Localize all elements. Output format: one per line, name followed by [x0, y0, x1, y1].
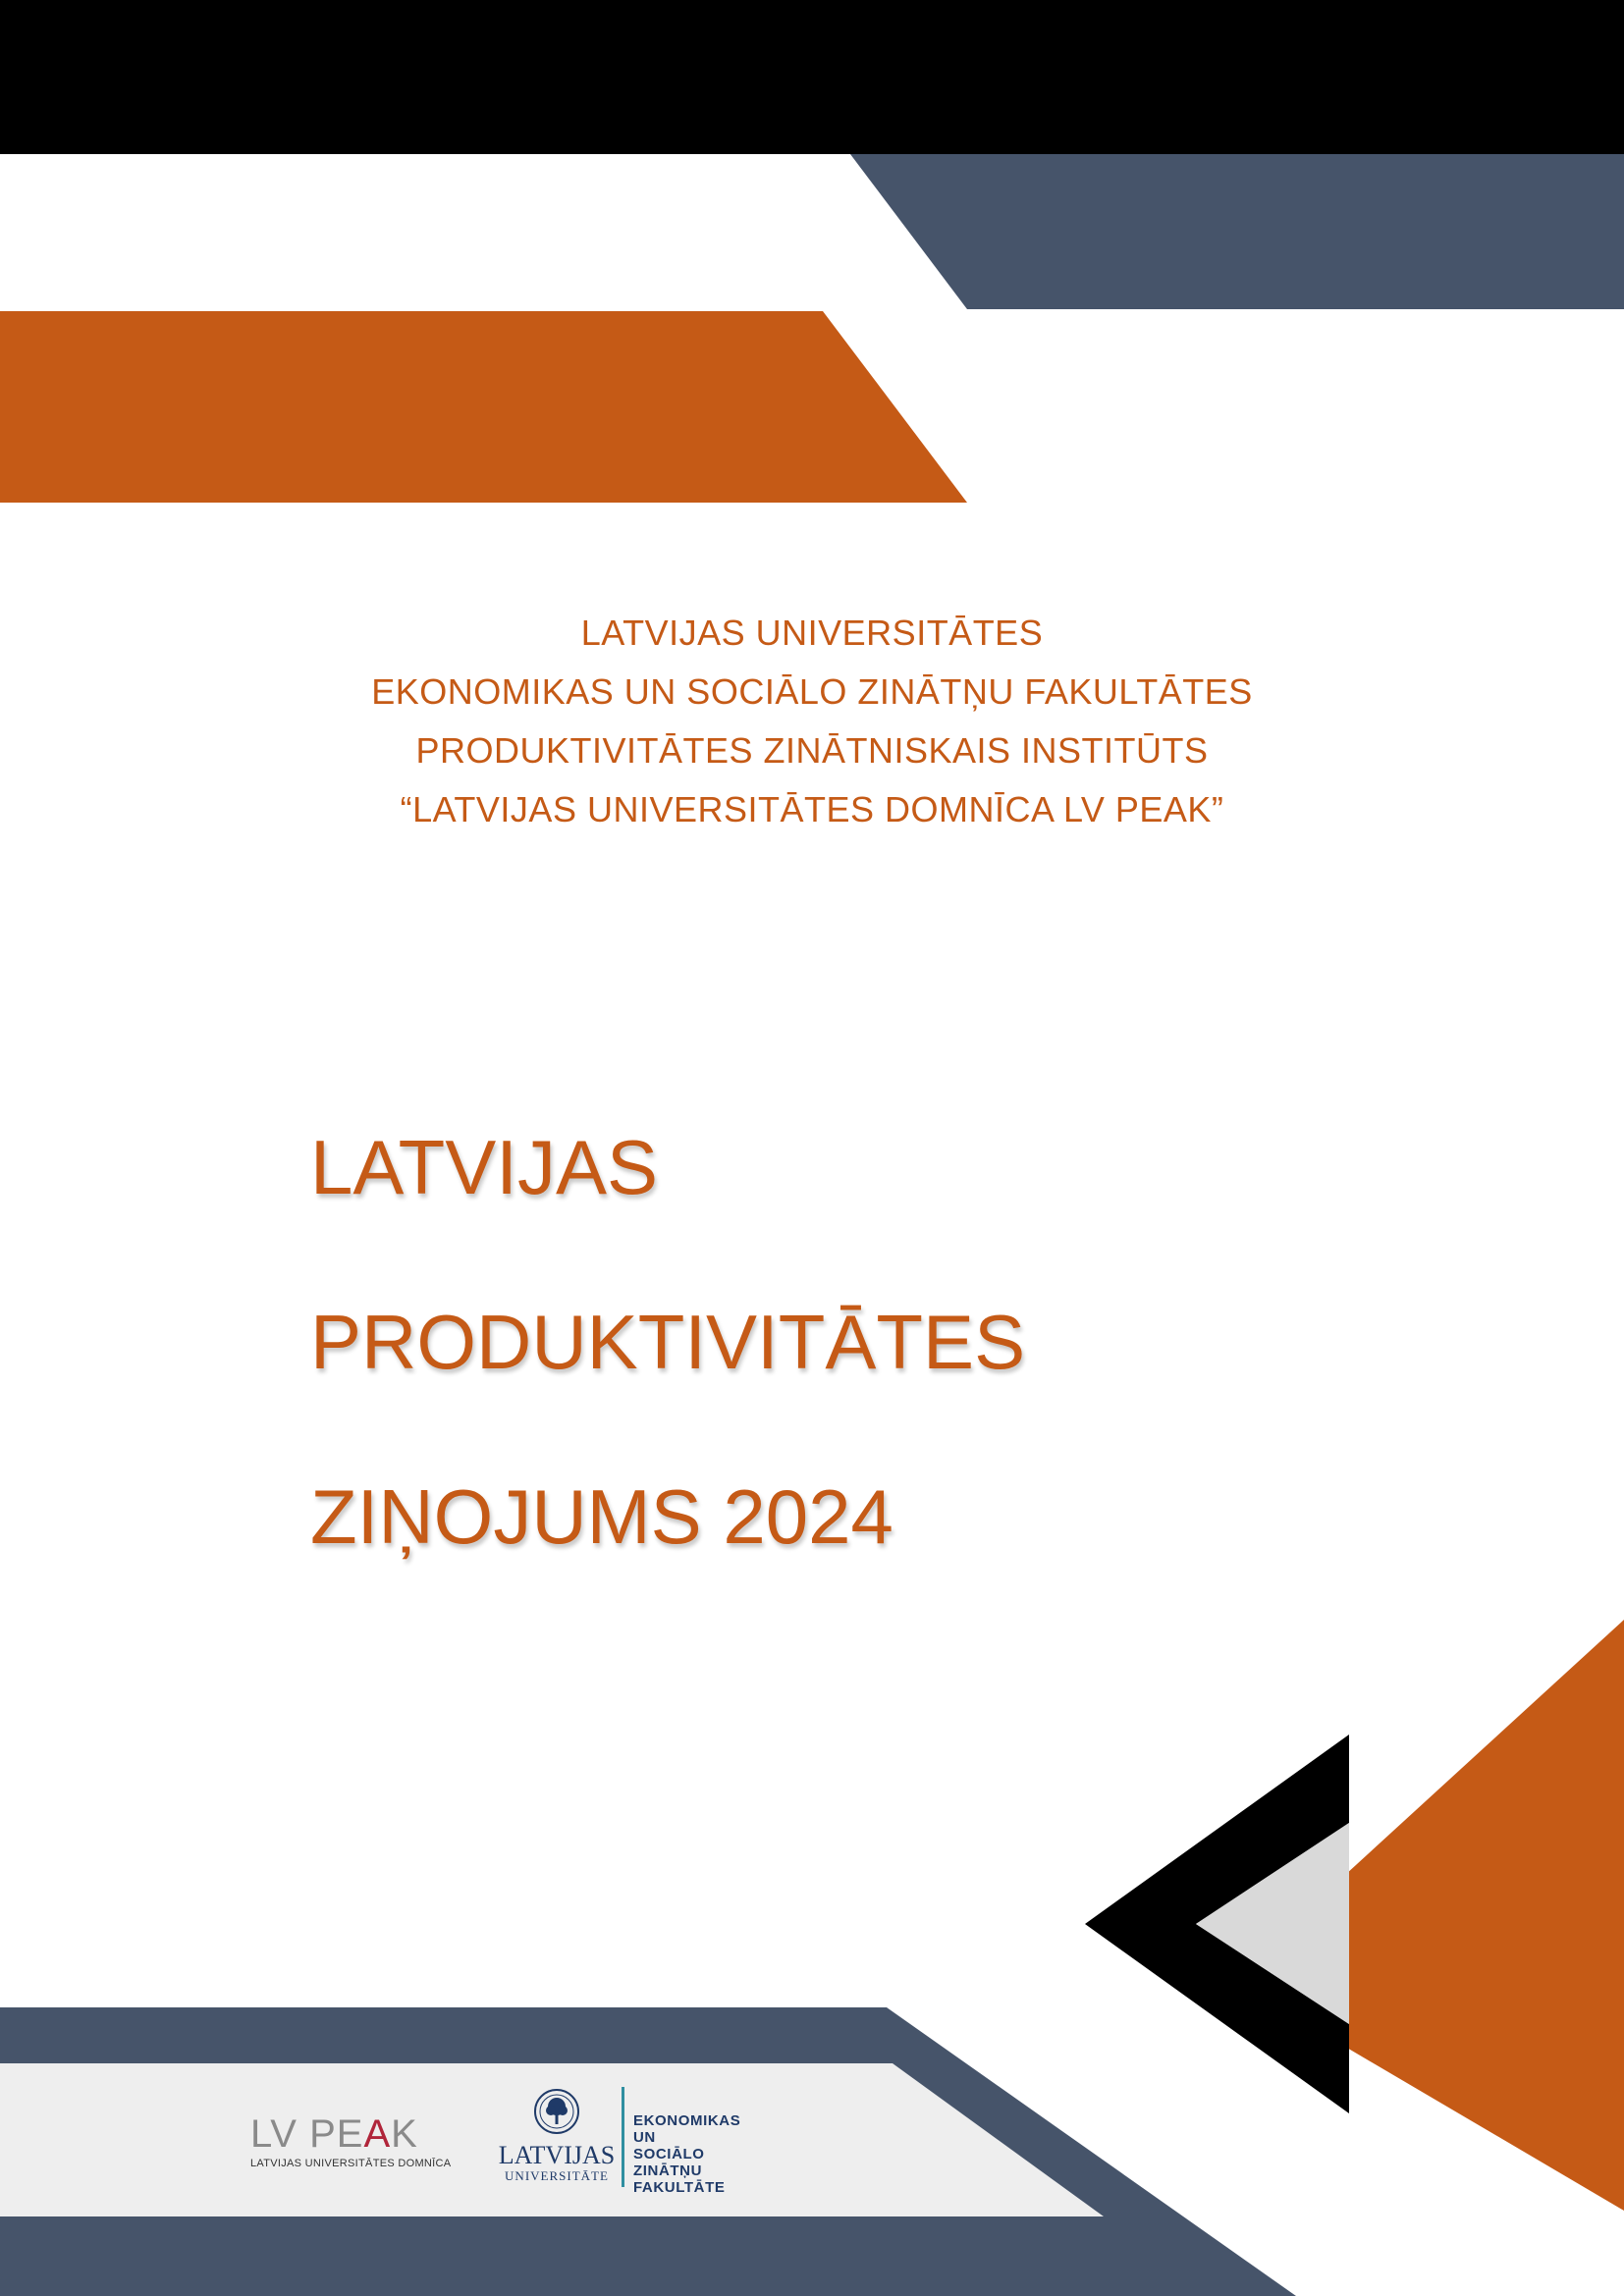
title-line-1: LATVIJAS: [310, 1124, 659, 1210]
header-faculty: EKONOMIKAS UN SOCIĀLO ZINĀTŅU FAKULTĀTES: [371, 671, 1253, 712]
title-line-2: PRODUKTIVITĀTES: [310, 1299, 1026, 1385]
lv-peak-name: LV PEAK: [250, 2112, 418, 2156]
bottom-orange-triangle: [1345, 1620, 1624, 2211]
lv-peak-logo: [250, 2114, 466, 2169]
lu-logo: [498, 2087, 616, 2184]
faculty-line-1: EKONOMIKAS UN: [633, 2112, 741, 2146]
top-orange-shape: [0, 311, 967, 503]
header-think-tank: “LATVIJAS UNIVERSITĀTES DOMNĪCA LV PEAK”: [400, 789, 1224, 829]
lv-peak-accent-letter: A: [363, 2112, 392, 2156]
faculty-logo-text: [633, 2112, 740, 2196]
header-university: LATVIJAS UNIVERSITĀTES: [580, 613, 1044, 653]
institution-header: [0, 604, 1624, 839]
report-title: [310, 1080, 1025, 1604]
lu-name: LATVIJAS: [498, 2141, 616, 2169]
title-line-3: ZIŅOJUMS 2024: [310, 1473, 893, 1560]
lv-peak-subtitle: LATVIJAS UNIVERSITĀTES DOMNĪCA: [250, 2158, 452, 2169]
lu-divider: [622, 2087, 624, 2187]
lu-subtitle: UNIVERSITĀTE: [505, 2168, 609, 2183]
top-black-band: [0, 0, 1624, 154]
faculty-line-2: SOCIĀLO ZINĀTŅU: [633, 2146, 705, 2179]
faculty-line-3: FAKULTĀTE: [633, 2179, 726, 2196]
top-navy-shape: [850, 154, 1624, 309]
header-institute: PRODUKTIVITĀTES ZINĀTNISKAIS INSTITŪTS: [415, 730, 1209, 771]
lu-tree-emblem-icon: [532, 2087, 581, 2136]
